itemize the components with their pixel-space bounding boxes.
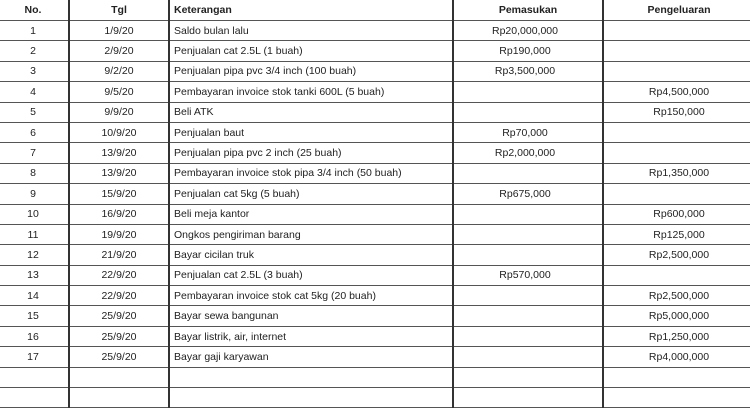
cell-tgl: 25/9/20 <box>69 306 169 326</box>
table-row <box>0 265 750 285</box>
cell-pengeluaran: Rp1,250,000 <box>603 326 750 346</box>
cell-pengeluaran <box>603 61 750 81</box>
cell-tgl: 13/9/20 <box>69 163 169 183</box>
table-row <box>0 224 750 244</box>
cell-keterangan: Penjualan pipa pvc 3/4 inch (100 buah) <box>169 61 453 81</box>
cell-pengeluaran <box>603 367 750 387</box>
cell-no: 3 <box>0 61 69 81</box>
cell-pemasukan: Rp190,000 <box>453 41 603 61</box>
cell-pengeluaran: Rp5,000,000 <box>603 306 750 326</box>
table-row <box>0 184 750 204</box>
cell-pemasukan <box>453 367 603 387</box>
cell-tgl: 1/9/20 <box>69 21 169 41</box>
header-row <box>0 0 750 21</box>
cell-tgl: 19/9/20 <box>69 224 169 244</box>
cell-pemasukan <box>453 163 603 183</box>
cell-keterangan: Ongkos pengiriman barang <box>169 224 453 244</box>
cell-no: 16 <box>0 326 69 346</box>
cell-no: 1 <box>0 21 69 41</box>
cell-no: 17 <box>0 347 69 367</box>
cell-no <box>0 388 69 408</box>
cell-pemasukan: Rp3,500,000 <box>453 61 603 81</box>
table-row <box>0 21 750 41</box>
cell-tgl: 13/9/20 <box>69 143 169 163</box>
table-row <box>0 388 750 408</box>
cell-no: 15 <box>0 306 69 326</box>
header-tgl: Tgl <box>69 0 169 21</box>
table-row <box>0 245 750 265</box>
cell-pemasukan: Rp675,000 <box>453 184 603 204</box>
cell-pemasukan <box>453 82 603 102</box>
table-row <box>0 82 750 102</box>
cell-pemasukan: Rp70,000 <box>453 122 603 142</box>
cell-no: 10 <box>0 204 69 224</box>
cell-tgl: 25/9/20 <box>69 326 169 346</box>
cell-pemasukan: Rp20,000,000 <box>453 21 603 41</box>
cell-no: 4 <box>0 82 69 102</box>
cell-pemasukan: Rp2,000,000 <box>453 143 603 163</box>
cell-keterangan <box>169 388 453 408</box>
cell-pengeluaran <box>603 265 750 285</box>
cell-tgl: 16/9/20 <box>69 204 169 224</box>
cell-pemasukan: Rp570,000 <box>453 265 603 285</box>
cell-no: 9 <box>0 184 69 204</box>
cell-pengeluaran <box>603 41 750 61</box>
cell-pemasukan <box>453 102 603 122</box>
cell-pemasukan <box>453 388 603 408</box>
cell-tgl: 2/9/20 <box>69 41 169 61</box>
cell-keterangan: Penjualan pipa pvc 2 inch (25 buah) <box>169 143 453 163</box>
cell-keterangan: Penjualan cat 2.5L (1 buah) <box>169 41 453 61</box>
cell-no: 12 <box>0 245 69 265</box>
cell-tgl: 15/9/20 <box>69 184 169 204</box>
cell-pemasukan <box>453 204 603 224</box>
cell-pengeluaran: Rp2,500,000 <box>603 286 750 306</box>
cell-pemasukan <box>453 306 603 326</box>
cell-pemasukan <box>453 347 603 367</box>
cell-tgl: 22/9/20 <box>69 265 169 285</box>
cell-no: 8 <box>0 163 69 183</box>
cell-pengeluaran: Rp4,500,000 <box>603 82 750 102</box>
table-row <box>0 204 750 224</box>
cell-keterangan <box>169 367 453 387</box>
cell-no: 6 <box>0 122 69 142</box>
cell-pengeluaran <box>603 388 750 408</box>
cell-tgl: 25/9/20 <box>69 347 169 367</box>
table-row <box>0 122 750 142</box>
cell-keterangan: Saldo bulan lalu <box>169 21 453 41</box>
cell-keterangan: Bayar gaji karyawan <box>169 347 453 367</box>
cell-keterangan: Penjualan cat 5kg (5 buah) <box>169 184 453 204</box>
cell-pemasukan <box>453 224 603 244</box>
table-row <box>0 61 750 81</box>
cell-pemasukan <box>453 245 603 265</box>
table-row <box>0 102 750 122</box>
table-row <box>0 306 750 326</box>
cell-no: 13 <box>0 265 69 285</box>
header-no: No. <box>0 0 69 21</box>
cell-pengeluaran: Rp4,000,000 <box>603 347 750 367</box>
cell-tgl <box>69 367 169 387</box>
cell-tgl: 9/9/20 <box>69 102 169 122</box>
cell-pengeluaran <box>603 122 750 142</box>
cell-pengeluaran: Rp1,350,000 <box>603 163 750 183</box>
cell-keterangan: Beli meja kantor <box>169 204 453 224</box>
table-row <box>0 163 750 183</box>
cell-tgl: 22/9/20 <box>69 286 169 306</box>
cell-keterangan: Bayar sewa bangunan <box>169 306 453 326</box>
cell-no: 5 <box>0 102 69 122</box>
table-row <box>0 286 750 306</box>
cell-tgl: 9/5/20 <box>69 82 169 102</box>
cell-keterangan: Penjualan baut <box>169 122 453 142</box>
cell-pengeluaran: Rp150,000 <box>603 102 750 122</box>
cell-tgl <box>69 388 169 408</box>
cell-pemasukan <box>453 286 603 306</box>
cell-no: 11 <box>0 224 69 244</box>
cell-pengeluaran: Rp600,000 <box>603 204 750 224</box>
table-row <box>0 41 750 61</box>
header-keterangan: Keterangan <box>169 0 453 21</box>
header-pemasukan: Pemasukan <box>453 0 603 21</box>
table-row <box>0 143 750 163</box>
cell-keterangan: Pembayaran invoice stok cat 5kg (20 buah) <box>169 286 453 306</box>
cell-no: 14 <box>0 286 69 306</box>
cell-tgl: 10/9/20 <box>69 122 169 142</box>
cell-pengeluaran: Rp2,500,000 <box>603 245 750 265</box>
cell-keterangan: Bayar listrik, air, internet <box>169 326 453 346</box>
cell-no <box>0 367 69 387</box>
cell-pengeluaran: Rp125,000 <box>603 224 750 244</box>
cell-keterangan: Penjualan cat 2.5L (3 buah) <box>169 265 453 285</box>
cell-pengeluaran <box>603 143 750 163</box>
table-row <box>0 347 750 367</box>
cell-no: 2 <box>0 41 69 61</box>
cell-pengeluaran <box>603 21 750 41</box>
cell-keterangan: Pembayaran invoice stok tanki 600L (5 buah) <box>169 82 453 102</box>
header-pengeluaran: Pengeluaran <box>603 0 750 21</box>
cell-no: 7 <box>0 143 69 163</box>
table-row <box>0 326 750 346</box>
cell-pengeluaran <box>603 184 750 204</box>
cell-pemasukan <box>453 326 603 346</box>
cell-keterangan: Bayar cicilan truk <box>169 245 453 265</box>
table-row <box>0 367 750 387</box>
cell-tgl: 21/9/20 <box>69 245 169 265</box>
cell-tgl: 9/2/20 <box>69 61 169 81</box>
cell-keterangan: Beli ATK <box>169 102 453 122</box>
cell-keterangan: Pembayaran invoice stok pipa 3/4 inch (50 buah) <box>169 163 453 183</box>
